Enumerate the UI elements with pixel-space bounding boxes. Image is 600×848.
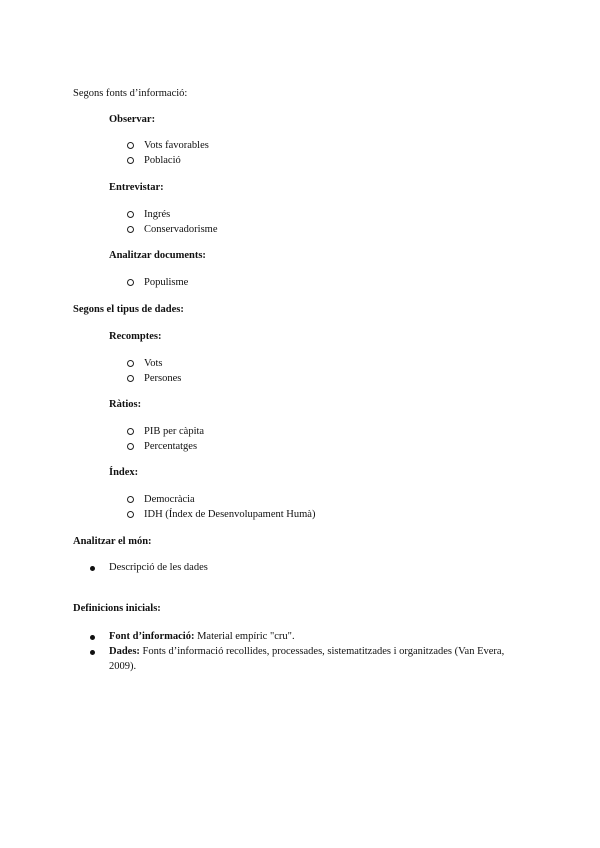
datatype-heading: Segons el tipus de dades: — [73, 304, 184, 315]
definitions-heading: Definicions inicials: — [73, 603, 161, 614]
bullet-dot-icon — [90, 635, 95, 640]
list-item: Ingrés — [144, 209, 171, 220]
list-item: Població — [144, 155, 181, 166]
counts-label: Recomptes: — [109, 331, 162, 342]
list-item: Democràcia — [144, 494, 195, 505]
list-item: PIB per càpita — [144, 426, 205, 437]
bullet-circle-icon — [127, 511, 134, 518]
definition-continuation: 2009). — [109, 661, 137, 672]
bullet-circle-icon — [127, 226, 134, 233]
definition-term: Font d’informació: — [109, 631, 195, 642]
bullet-circle-icon — [127, 496, 134, 503]
ratios-label: Ràtios: — [109, 399, 142, 410]
list-item: Descripció de les dades — [109, 562, 208, 573]
bullet-circle-icon — [127, 443, 134, 450]
bullet-circle-icon — [127, 428, 134, 435]
list-item: Vots — [144, 358, 163, 369]
observe-label: Observar: — [109, 114, 156, 125]
list-item: IDH (Índex de Desenvolupament Humà) — [144, 509, 316, 520]
definition-item — [109, 630, 295, 644]
list-item: Percentatges — [144, 441, 198, 452]
list-item: Populisme — [144, 277, 189, 288]
list-item: Persones — [144, 373, 182, 384]
list-item: Vots favorables — [144, 140, 209, 151]
bullet-dot-icon — [90, 566, 95, 571]
definition-text: Material empíric "cru". — [194, 631, 295, 642]
definition-text: Fonts d’informació recollides, processades, sistematitzades i organitzades (Van Evera, — [139, 646, 505, 657]
bullet-circle-icon — [127, 360, 134, 367]
interview-label: Entrevistar: — [109, 182, 164, 193]
list-item: Conservadorisme — [144, 224, 218, 235]
documents-label: Analitzar documents: — [109, 250, 206, 261]
world-heading: Analitzar el món: — [73, 536, 152, 547]
index-label: Índex: — [109, 467, 139, 478]
definition-term: Dades: — [109, 646, 140, 657]
sources-heading: Segons fonts d’informació: — [73, 88, 188, 99]
bullet-circle-icon — [127, 142, 134, 149]
bullet-circle-icon — [127, 375, 134, 382]
bullet-circle-icon — [127, 279, 134, 286]
bullet-dot-icon — [90, 650, 95, 655]
bullet-circle-icon — [127, 211, 134, 218]
bullet-circle-icon — [127, 157, 134, 164]
definition-item — [109, 645, 504, 659]
